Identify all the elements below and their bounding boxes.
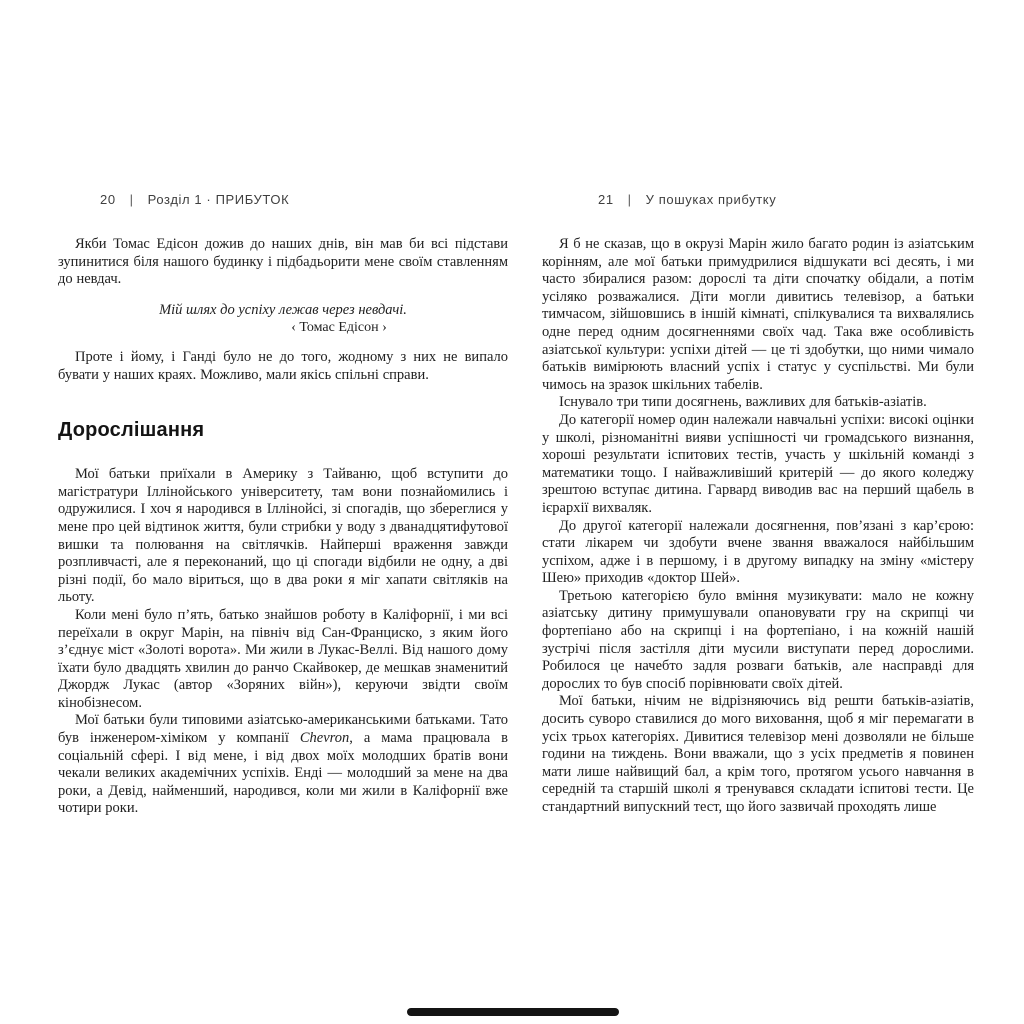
paragraph: Третьою категорією було вміння музикувати: мало не кожну азіатську дитину примушували опановувати гру на скрипці чи фортепіано або на скрипці і на фортепіано, і на кожній нашій зустрічі після застілля діти мусили виступати перед дорослими. Робилося це начебто задля розваги батьків, але насправді для дорослих то був спосіб порівнювати своїх дітей. <box>542 587 974 692</box>
home-indicator-bar <box>407 1008 619 1016</box>
right-page <box>542 192 974 817</box>
paragraph: Якби Томас Едісон дожив до наших днів, він мав би всі підстави зупинитися біля нашого будинку і підбадьорити мене своїм ставленням до невдач. <box>58 236 508 288</box>
right-page-header <box>542 192 974 207</box>
paragraph: Я б не сказав, що в окрузі Марін жило багато родин із азіатським корінням, але мої батьки примудрилися відшукати всі десять, і ми часто збиралися разом: дорослі та діти спочатку обідали, а потім усіляко розважалися. Діти могли дивитись телевізор, а батьки тимчасом, зійшовшись в іншій кімнаті, спілкувалися та вихвалялись одне перед одним досягненнями своїх чад. Така вже особливість азіатської культури: успіхи дітей — це ті здобутки, що ними чимало батьків вимірюють власний успіх і статус у суспільстві. Ми були чимось на зразок шкільних табелів. <box>542 236 974 393</box>
epigraph-quote <box>58 302 508 337</box>
left-page-number: 20 <box>100 192 116 207</box>
paragraph <box>58 712 508 818</box>
paragraph: Коли мені було п’ять, батько знайшов роботу в Каліфорнії, і ми всі переїхали в округ Марін, на північ від Сан-Франциско, з яким його з’єднує міст «Золоті ворота». Ми жили в Лукас-Веллі. Від нашого дому їхати було двадцять хвилин до ранчо Скайвокер, де мешкав знаменитий Джордж Лукас (автор «Зоряних війн»), керуючи звідти своїм кінобізнесом. <box>58 606 508 711</box>
quote-text: Мій шлях до успіху лежав через невдачі. <box>159 301 407 318</box>
paragraph-text: , а мама працювала в соціальній сфері. І від мене, і від двох моїх молодших братів вони чекали великих академічних успіхів. Енді — молодший за мене на два роки, а Девід, найменший, народився, коли ми жили в Каліфорнії вже чотири роки. <box>58 730 508 817</box>
right-running-title: У пошуках прибутку <box>645 192 777 207</box>
right-page-body <box>542 236 974 817</box>
paragraph: Мої батьки приїхали в Америку з Тайваню, щоб вступити до магістратури Іллінойського університету, там вони познайомились і одружилися. І хоч я народився в Іллінойсі, зі спогадів, що збереглися у мене про цей відтинок життя, були стрибки у воду з дванадцятифутової вишки та полювання на світлячків. Найперші враження завжди розпливчасті, але я переконаний, що ці спогади відбили не одну, а дві різні події, бо мало віриться, що в два роки я міг хапати світляків на льоту. <box>58 466 508 606</box>
right-page-number: 21 <box>598 192 614 207</box>
left-page-header <box>58 192 508 207</box>
paragraph: Проте і йому, і Ганді було не до того, жодному з них не випало бувати у наших краях. Можливо, мали якісь спільні справи. <box>58 348 508 383</box>
company-name-italic: Chevron <box>299 730 350 747</box>
paragraph: До другої категорії належали досягнення, пов’язані з кар’єрою: стати лікарем чи здобути вчене звання вважалося найбільшим успіхом, адже і в першому, і в другому випадку на зміну «містеру Шею» приходив «доктор Шей». <box>542 517 974 587</box>
paragraph: До категорії номер один належали навчальні успіхи: високі оцінки у школі, різноманітні вияви успішності чи громадського визнання, хороші результати іспитових тестів, участь у шкільній команді з математики тощо. І найважливіший критерій — до якого коледжу зрештою вступає дитина. Гарвард виводив вас на перший щабель в ієрархії вихваляк. <box>542 411 974 516</box>
paragraph-text: Мої батьки були типовими азіатсько-американськими батьками. Тато був інженером-хіміком у компанії <box>58 712 508 747</box>
left-running-title: Розділ 1 · ПРИБУТОК <box>147 192 290 207</box>
paragraph: Існувало три типи досягнень, важливих для батьків-азіатів. <box>559 394 927 411</box>
quote-attribution: ‹ Томас Едісон › <box>291 320 387 336</box>
section-heading: Дорослішання <box>58 419 205 442</box>
left-page-body <box>58 236 508 818</box>
header-separator: | <box>627 192 632 207</box>
header-separator: | <box>129 192 134 207</box>
left-page <box>58 192 508 818</box>
paragraph: Мої батьки, нічим не відрізняючись від решти батьків-азіатів, досить суворо ставилися до мого виховання, щоб я міг перемагати в усіх трьох категоріях. Дивитися телевізор мені дозволяли не більше години на тиждень. Вони вважали, що з усіх предметів я повинен мати лише найвищий бал, а крім того, протягом усього навчання в середній та старшій школі я тренувався складати іспитові тести. Це стандартний випускний тест, що його зазвичай проходять лише <box>542 693 974 815</box>
